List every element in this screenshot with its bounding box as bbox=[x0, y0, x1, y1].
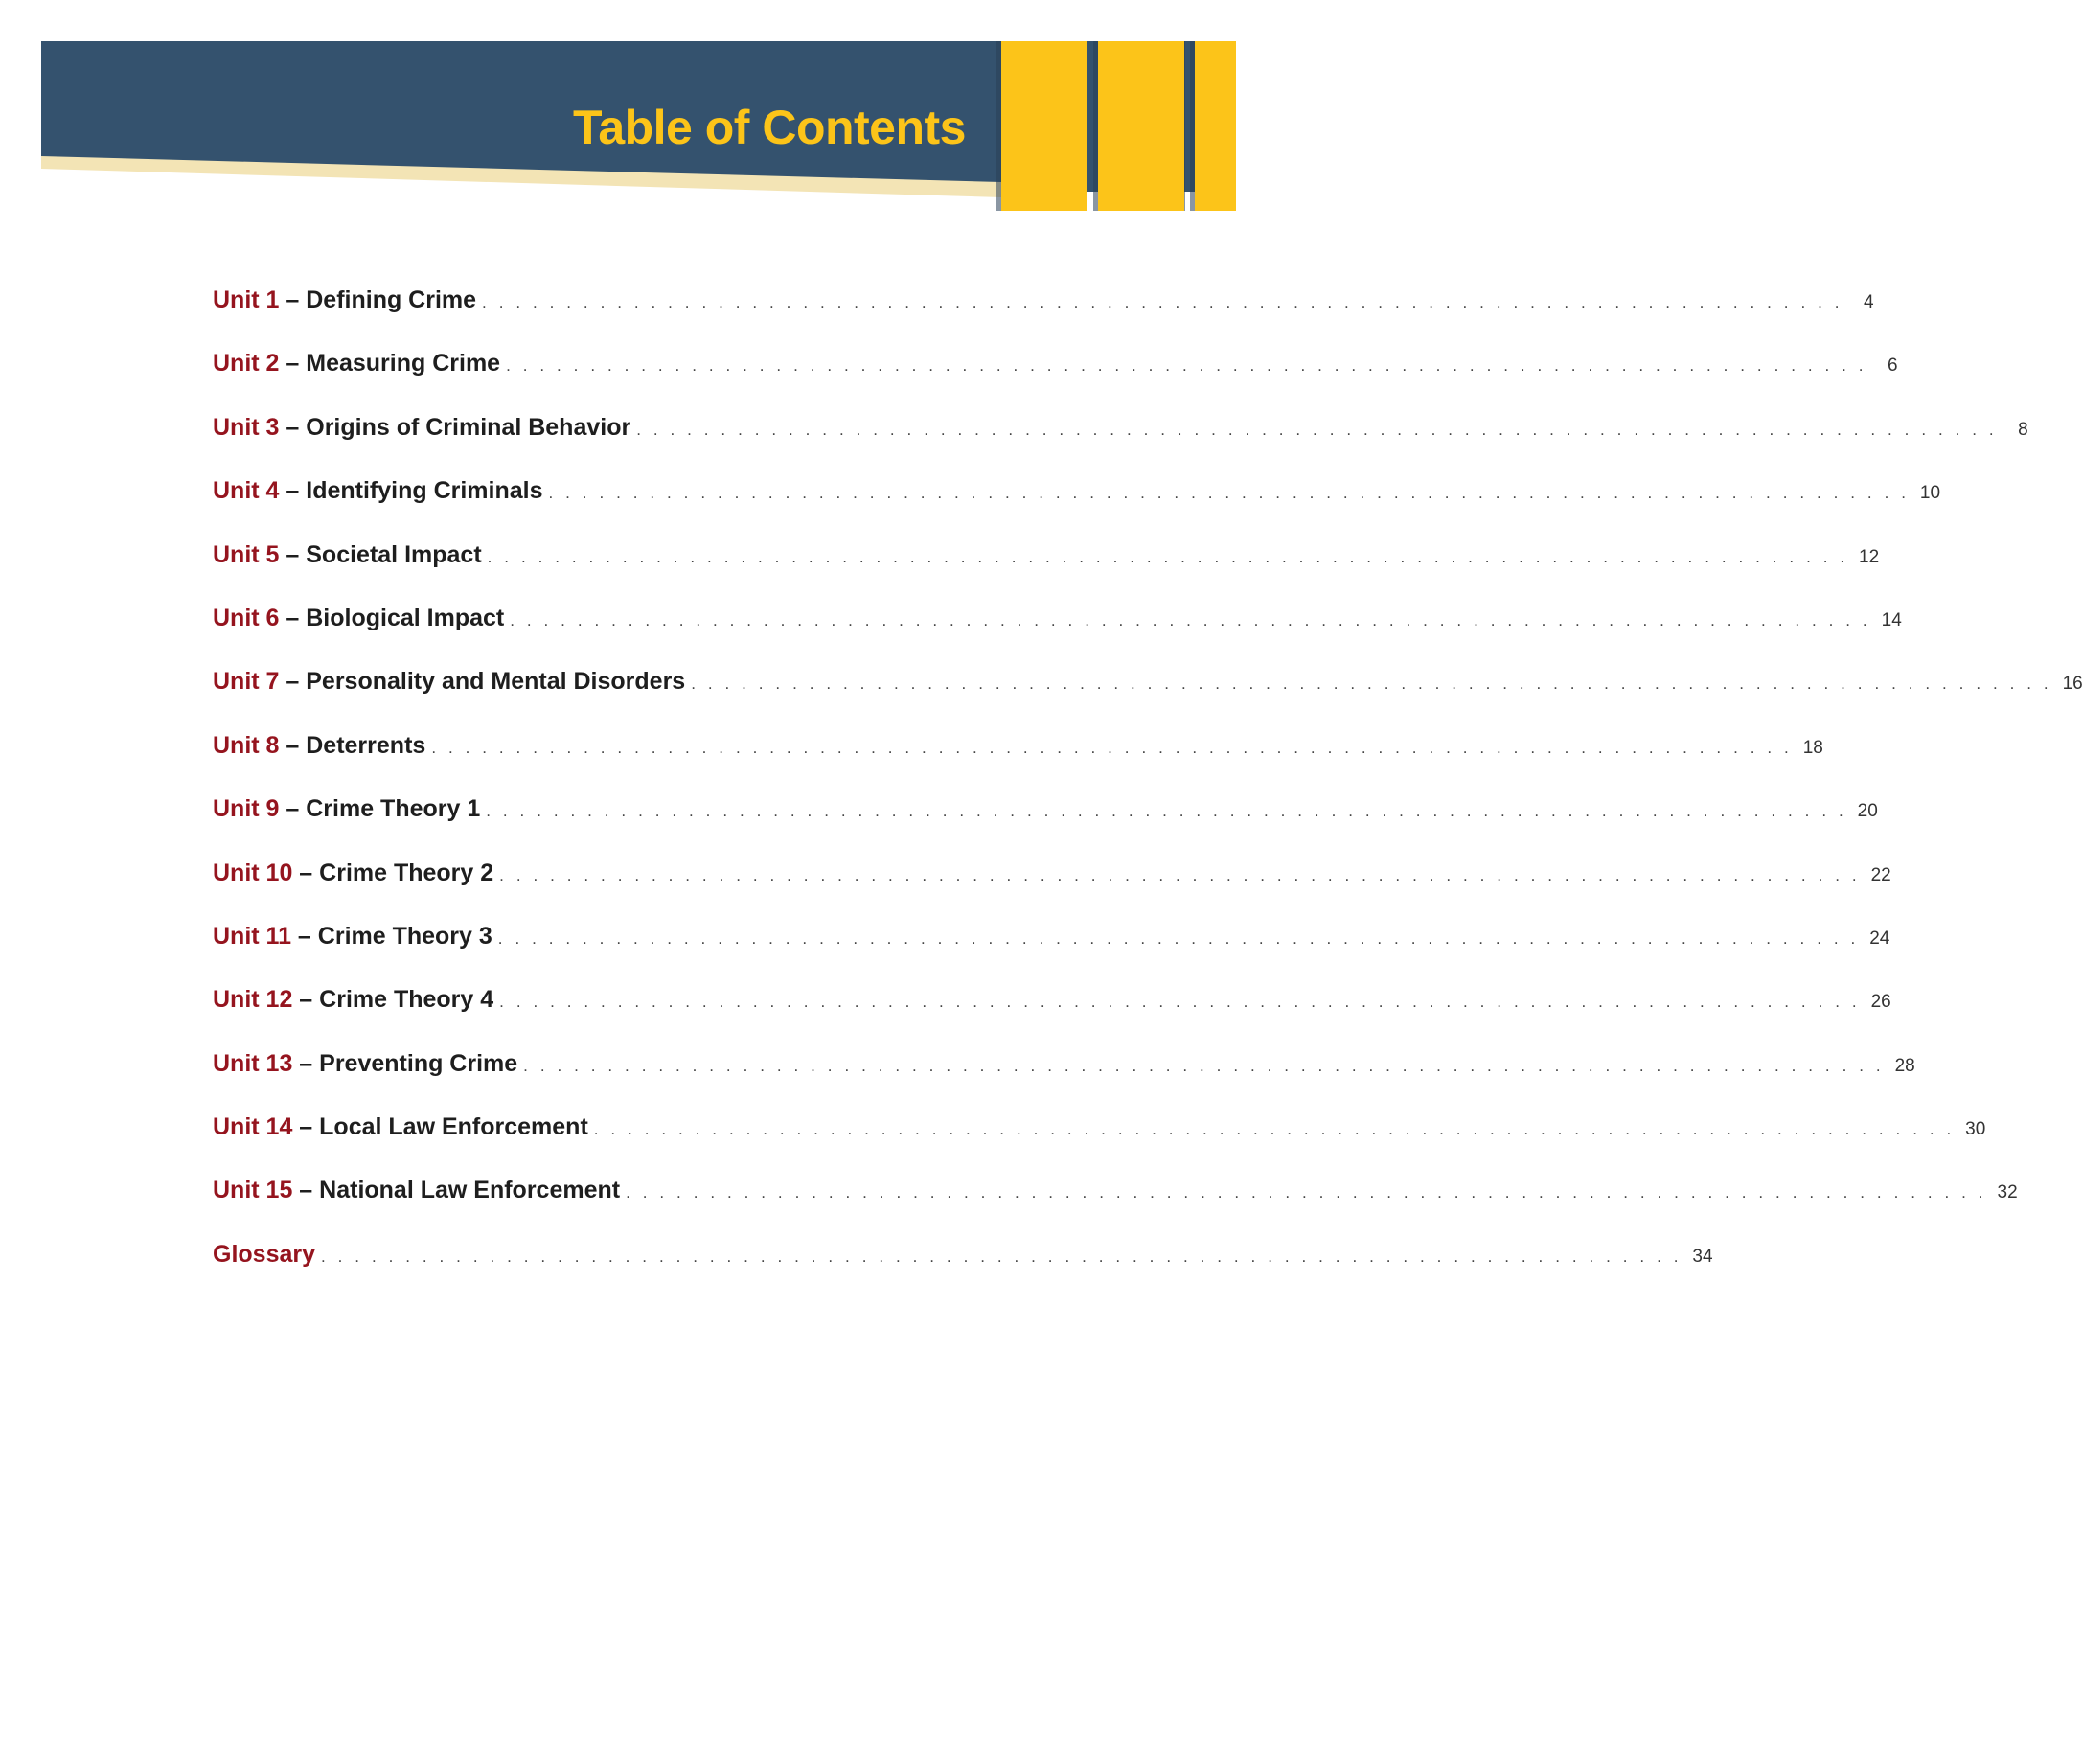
toc-entry-label bbox=[213, 919, 492, 953]
dot-leader: . . . . . . . . . . . . . . . . . . . . . . . . . . . . . . . . . . . . . . . . . . . . . . . . . . . . . . . . . . . . . . . . . . . . . . . . . . . . . . . . . bbox=[523, 1056, 1885, 1075]
dot-leader: . . . . . . . . . . . . . . . . . . . . . . . . . . . . . . . . . . . . . . . . . . . . . . . . . . . . . . . . . . . . . . . . . . . . . . . . . . . . . . . . . bbox=[593, 1120, 1956, 1139]
dot-leader: . . . . . . . . . . . . . . . . . . . . . . . . . . . . . . . . . . . . . . . . . . . . . . . . . . . . . . . . . . . . . . . . . . . . . . . . . . . . . . . . . bbox=[321, 1247, 1682, 1266]
toc-entry-label bbox=[213, 856, 493, 890]
toc-entry-label bbox=[213, 1237, 315, 1271]
toc-page-number: 32 bbox=[1997, 1182, 2018, 1203]
dot-leader: . . . . . . . . . . . . . . . . . . . . . . . . . . . . . . . . . . . . . . . . . . . . . . . . . . . . . . . . . . . . . . . . . . . . . . . . . . . . . . . . . bbox=[482, 293, 1843, 311]
toc-unit-label: Unit 5 bbox=[213, 540, 280, 568]
toc-entry-title: Local Law Enforcement bbox=[319, 1113, 588, 1141]
toc-page-number: 12 bbox=[1859, 546, 1880, 567]
dot-leader: . . . . . . . . . . . . . . . . . . . . . . . . . . . . . . . . . . . . . . . . . . . . . . . . . . . . . . . . . . . . . . . . . . . . . . . . . . . . . . . . . bbox=[626, 1183, 1987, 1203]
toc-entry[interactable] bbox=[213, 664, 2083, 727]
toc-entry[interactable] bbox=[213, 791, 1878, 855]
toc-page-number: 24 bbox=[1869, 928, 1890, 949]
toc-unit-label: Unit 1 bbox=[213, 286, 280, 313]
toc-separator: – bbox=[279, 286, 307, 313]
toc-entry-title: Crime Theory 4 bbox=[319, 986, 494, 1014]
toc-page-number: 6 bbox=[1888, 355, 1898, 377]
toc-unit-label: Unit 15 bbox=[213, 1177, 293, 1204]
dot-leader: . . . . . . . . . . . . . . . . . . . . . . . . . . . . . . . . . . . . . . . . . . . . . . . . . . . . . . . . . . . . . . . . . . . . . . . . . . . . . . . . . bbox=[636, 420, 1998, 439]
toc-entry-title: Identifying Criminals bbox=[306, 477, 543, 505]
toc-unit-label: Unit 6 bbox=[213, 604, 280, 631]
toc-page-number: 26 bbox=[1870, 992, 1891, 1013]
toc-page-number: 20 bbox=[1857, 801, 1878, 822]
toc-entry-label bbox=[213, 410, 630, 445]
dot-leader: . . . . . . . . . . . . . . . . . . . . . . . . . . . . . . . . . . . . . . . . . . . . . . . . . . . . . . . . . . . . . . . . . . . . . . . . . . . . . . . . . bbox=[506, 356, 1867, 376]
toc-separator: – bbox=[279, 795, 307, 823]
toc-unit-label: Unit 11 bbox=[213, 922, 291, 950]
toc-page-number: 16 bbox=[2062, 674, 2083, 695]
dot-leader: . . . . . . . . . . . . . . . . . . . . . . . . . . . . . . . . . . . . . . . . . . . . . . . . . . . . . . . . . . . . . . . . . . . . . . . . . . . . . . . . . bbox=[487, 547, 1849, 566]
toc-unit-label: Unit 12 bbox=[213, 986, 293, 1014]
toc-entry-title: Origins of Criminal Behavior bbox=[306, 413, 631, 441]
toc-entry-label bbox=[213, 664, 685, 699]
toc-separator: – bbox=[292, 1113, 320, 1141]
accent-block-2 bbox=[1098, 41, 1184, 211]
toc-entry-label bbox=[213, 346, 500, 380]
toc-entry[interactable] bbox=[213, 919, 1890, 982]
accent-block-1 bbox=[1001, 41, 1087, 211]
toc-entry[interactable] bbox=[213, 1173, 2018, 1236]
toc-separator: – bbox=[279, 668, 307, 696]
toc-separator: – bbox=[290, 922, 318, 950]
toc-entry-title: Crime Theory 2 bbox=[319, 859, 494, 886]
toc-page-number: 22 bbox=[1870, 864, 1891, 885]
toc-unit-label: Unit 4 bbox=[213, 477, 280, 505]
toc-entry[interactable] bbox=[213, 982, 1891, 1045]
toc-unit-label: Unit 3 bbox=[213, 413, 280, 441]
toc-separator: – bbox=[292, 986, 320, 1014]
toc-entry-label bbox=[213, 601, 504, 635]
toc-separator: – bbox=[279, 477, 307, 505]
toc-entry-label bbox=[213, 1046, 517, 1081]
toc-unit-label: Unit 10 bbox=[213, 859, 293, 886]
toc-entry[interactable] bbox=[213, 856, 1891, 919]
dot-leader: . . . . . . . . . . . . . . . . . . . . . . . . . . . . . . . . . . . . . . . . . . . . . . . . . . . . . . . . . . . . . . . . . . . . . . . . . . . . . . . . . bbox=[499, 865, 1861, 884]
toc-entry-title: Measuring Crime bbox=[306, 350, 501, 378]
toc-page-number: 8 bbox=[2018, 419, 2028, 440]
toc-page-number: 10 bbox=[1919, 483, 1941, 504]
dot-leader: . . . . . . . . . . . . . . . . . . . . . . . . . . . . . . . . . . . . . . . . . . . . . . . . . . . . . . . . . . . . . . . . . . . . . . . . . . . . . . . . . bbox=[431, 738, 1793, 757]
dot-leader: . . . . . . . . . . . . . . . . . . . . . . . . . . . . . . . . . . . . . . . . . . . . . . . . . . . . . . . . . . . . . . . . . . . . . . . . . . . . . . . . . bbox=[499, 993, 1861, 1012]
toc-entry-title: Biological Impact bbox=[306, 604, 505, 631]
toc-entry[interactable] bbox=[213, 410, 2028, 473]
toc-page-number: 4 bbox=[1864, 292, 1874, 312]
toc-entry-title: Crime Theory 3 bbox=[317, 922, 492, 950]
toc-entry-title: Societal Impact bbox=[306, 540, 482, 568]
toc-entry-label bbox=[213, 1173, 620, 1207]
toc-entry-label bbox=[213, 1110, 588, 1144]
toc-entry[interactable] bbox=[213, 283, 1874, 346]
toc-separator: – bbox=[292, 859, 320, 886]
toc-entry[interactable] bbox=[213, 473, 1941, 537]
toc-separator: – bbox=[279, 731, 307, 759]
toc-separator: – bbox=[279, 413, 307, 441]
toc-separator: – bbox=[292, 1049, 320, 1077]
toc-unit-label: Glossary bbox=[213, 1240, 316, 1268]
toc-unit-label: Unit 13 bbox=[213, 1049, 293, 1077]
dot-leader: . . . . . . . . . . . . . . . . . . . . . . . . . . . . . . . . . . . . . . . . . . . . . . . . . . . . . . . . . . . . . . . . . . . . . . . . . . . . . . . . . bbox=[486, 802, 1847, 821]
toc-unit-label: Unit 7 bbox=[213, 668, 280, 696]
toc-entry[interactable] bbox=[213, 1110, 1986, 1173]
toc-separator: – bbox=[279, 350, 307, 378]
toc-entry-title: Crime Theory 1 bbox=[306, 795, 481, 823]
toc-page-number: 14 bbox=[1881, 609, 1902, 630]
toc-separator: – bbox=[279, 604, 307, 631]
toc-page-number: 18 bbox=[1802, 737, 1823, 758]
toc-separator: – bbox=[279, 540, 307, 568]
page-title: Table of Contents bbox=[572, 101, 966, 154]
toc-entry[interactable] bbox=[213, 601, 1902, 664]
toc-entry-title: National Law Enforcement bbox=[319, 1177, 621, 1204]
toc-unit-label: Unit 8 bbox=[213, 731, 280, 759]
toc-entry[interactable] bbox=[213, 538, 1880, 601]
toc-entry-label bbox=[213, 473, 543, 508]
toc-unit-label: Unit 2 bbox=[213, 350, 280, 378]
toc-unit-label: Unit 14 bbox=[213, 1113, 293, 1141]
toc-entry-label bbox=[213, 791, 480, 826]
dot-leader: . . . . . . . . . . . . . . . . . . . . . . . . . . . . . . . . . . . . . . . . . . . . . . . . . . . . . . . . . . . . . . . . . . . . . . . . . . . . . . . . . bbox=[497, 928, 1860, 948]
toc-entry-label bbox=[213, 538, 482, 572]
toc-page-number: 30 bbox=[1965, 1119, 1986, 1140]
toc-entry-title: Preventing Crime bbox=[319, 1049, 518, 1077]
toc-entry-title: Personality and Mental Disorders bbox=[306, 668, 686, 696]
dot-leader: . . . . . . . . . . . . . . . . . . . . . . . . . . . . . . . . . . . . . . . . . . . . . . . . . . . . . . . . . . . . . . . . . . . . . . . . . . . . . . . . . bbox=[691, 675, 2052, 694]
toc-entry[interactable] bbox=[213, 346, 1898, 409]
toc-entry-title: Defining Crime bbox=[306, 286, 477, 313]
toc-entry[interactable] bbox=[213, 1046, 1915, 1110]
toc-unit-label: Unit 9 bbox=[213, 795, 280, 823]
toc-entry-label bbox=[213, 982, 493, 1017]
table-of-contents bbox=[213, 283, 2083, 1300]
header-banner bbox=[0, 0, 1272, 230]
toc-page-number: 34 bbox=[1692, 1246, 1713, 1267]
toc-entry[interactable] bbox=[213, 1237, 1713, 1300]
accent-block-3 bbox=[1195, 41, 1236, 211]
toc-entry-label bbox=[213, 728, 425, 763]
toc-separator: – bbox=[292, 1177, 320, 1204]
toc-entry-label bbox=[213, 283, 476, 317]
toc-entry-title: Deterrents bbox=[306, 731, 426, 759]
dot-leader: . . . . . . . . . . . . . . . . . . . . . . . . . . . . . . . . . . . . . . . . . . . . . . . . . . . . . . . . . . . . . . . . . . . . . . . . . . . . . . . . . bbox=[510, 610, 1871, 630]
toc-entry[interactable] bbox=[213, 728, 1823, 791]
dot-leader: . . . . . . . . . . . . . . . . . . . . . . . . . . . . . . . . . . . . . . . . . . . . . . . . . . . . . . . . . . . . . . . . . . . . . . . . . . . . . . . . . bbox=[548, 484, 1911, 503]
toc-page-number: 28 bbox=[1894, 1055, 1915, 1076]
